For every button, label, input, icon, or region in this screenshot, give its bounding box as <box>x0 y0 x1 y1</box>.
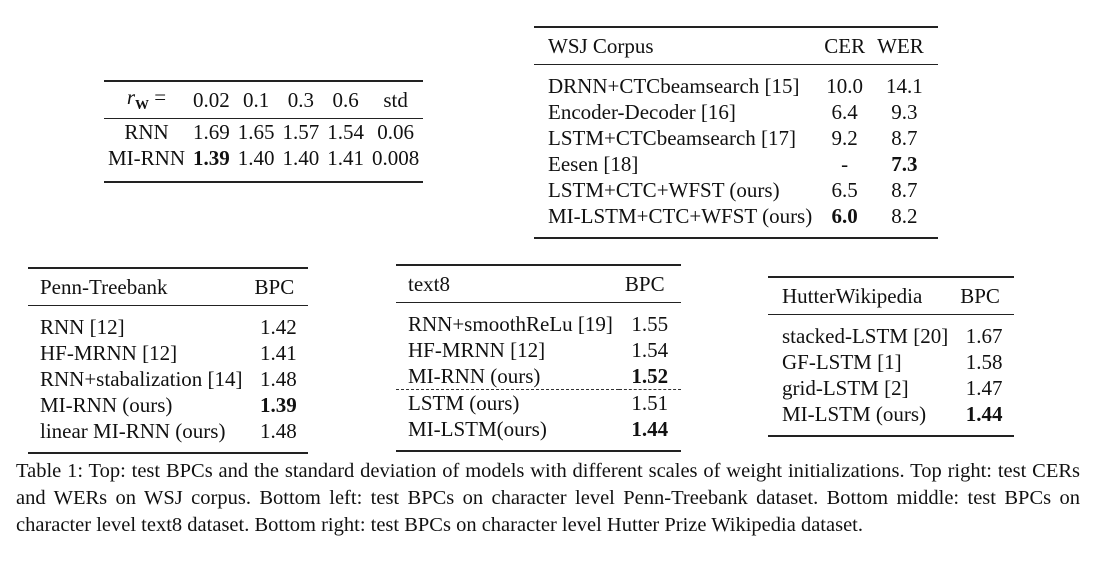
table-row <box>28 340 308 366</box>
table-cell: 1.52 <box>631 363 669 388</box>
table-cell: 1.58 <box>965 349 1003 374</box>
table-row <box>104 119 423 146</box>
table-cell: 1.44 <box>965 401 1003 426</box>
row-label: DRNN+CTCbeamsearch [15] <box>548 73 800 98</box>
table-cell: 0.06 <box>377 119 414 144</box>
text8-table <box>396 264 681 452</box>
wsj-header-wer: WER <box>877 33 924 58</box>
rw-col-header: 0.02 <box>193 87 230 112</box>
table-cell: 1.54 <box>327 119 364 144</box>
table-row <box>396 303 681 338</box>
table-row <box>28 366 308 392</box>
table-cell: 1.67 <box>965 323 1003 348</box>
rw-col-header: std <box>383 87 408 112</box>
table-cell: 9.3 <box>891 99 918 124</box>
table-caption: Table 1: Top: test BPCs and the standard deviation of models with different scales of weight initializations. Top right: test CERs and WERs on WSJ corpus. Bottom left: test BPCs on character level Penn-Treebank dataset. Bottom middle: test BPCs on character level text8 dataset. Bottom right: test BPCs on character level Hutter Prize Wikipedia dataset. <box>16 460 1080 536</box>
table-row <box>534 65 938 100</box>
wsj-header-corpus: WSJ Corpus <box>548 33 654 58</box>
row-label: grid-LSTM [2] <box>782 375 909 400</box>
table-cell: 10.0 <box>826 73 864 98</box>
row-label: linear MI-RNN (ours) <box>40 418 226 443</box>
row-label: MI-RNN <box>108 145 185 170</box>
row-label: MI-RNN (ours) <box>40 392 173 417</box>
row-label: RNN+smoothReLu [19] <box>408 311 613 336</box>
table-row <box>534 151 938 177</box>
row-label: RNN+stabalization [14] <box>40 366 243 391</box>
rw-col-header: 0.6 <box>332 87 359 112</box>
table-cell: 6.5 <box>831 177 858 202</box>
table-row <box>28 418 308 453</box>
rw-header-label: $r_W$ = <box>126 84 167 114</box>
table-cell: 1.44 <box>631 416 669 441</box>
row-label: LSTM (ours) <box>396 390 619 417</box>
ptb-header-dataset: Penn-Treebank <box>40 274 168 299</box>
wsj-header-cer: CER <box>824 33 866 58</box>
table-row <box>534 99 938 125</box>
table-cell: 1.40 <box>282 145 320 170</box>
weight-init-table <box>104 80 423 183</box>
table-cell: 1.69 <box>193 119 230 144</box>
table-cell: 6.0 <box>831 203 858 228</box>
table-cell: 1.65 <box>237 119 275 144</box>
table-row <box>768 315 1014 350</box>
row-label: RNN [12] <box>40 314 125 339</box>
table-row <box>534 125 938 151</box>
row-label: LSTM+CTC+WFST (ours) <box>548 177 780 202</box>
table-cell: 6.4 <box>831 99 858 124</box>
table-cell: 1.41 <box>260 340 297 365</box>
table-cell: 8.7 <box>891 177 918 202</box>
table-row <box>396 363 681 390</box>
row-label: MI-RNN (ours) <box>408 363 541 388</box>
row-label: Encoder-Decoder [16] <box>548 99 736 124</box>
row-label: stacked-LSTM [20] <box>782 323 949 348</box>
table-cell: 1.54 <box>631 337 669 362</box>
hutter-wikipedia-table <box>768 276 1014 437</box>
table-cell: 1.51 <box>619 390 681 417</box>
table-cell: 1.39 <box>260 392 297 417</box>
row-label: MI-LSTM+CTC+WFST (ours) <box>548 203 813 228</box>
table-cell: 1.42 <box>260 314 297 339</box>
table-row <box>534 203 938 238</box>
table-cell: 1.48 <box>260 418 297 443</box>
hutter-header-bpc: BPC <box>960 283 1000 308</box>
table-row <box>28 392 308 418</box>
table-cell: 1.39 <box>193 145 230 170</box>
row-label: Eesen [18] <box>548 151 639 176</box>
row-label: LSTM+CTCbeamsearch [17] <box>548 125 797 150</box>
table-row <box>534 177 938 203</box>
table-row <box>768 349 1014 375</box>
table-cell: 1.47 <box>965 375 1003 400</box>
table-cell: 1.57 <box>282 119 320 144</box>
row-label: HF-MRNN [12] <box>408 337 546 362</box>
hutter-header-dataset: HutterWikipedia <box>782 283 923 308</box>
row-label: HF-MRNN [12] <box>40 340 178 365</box>
wsj-table <box>534 26 938 239</box>
ptb-header-bpc: BPC <box>254 274 295 299</box>
table-row <box>104 145 423 182</box>
table-cell: 7.3 <box>891 151 918 176</box>
table-cell: 1.55 <box>631 311 669 336</box>
rw-col-header: 0.3 <box>287 87 314 112</box>
table-row <box>396 337 681 363</box>
row-label: GF-LSTM [1] <box>782 349 902 374</box>
table-row <box>28 306 308 341</box>
table-row <box>396 416 681 451</box>
table-cell: - <box>841 151 849 176</box>
table-cell: 1.48 <box>260 366 297 391</box>
table-cell: 8.7 <box>891 125 918 150</box>
text8-header-dataset: text8 <box>408 271 450 296</box>
row-label: MI-LSTM (ours) <box>782 401 927 426</box>
table-row <box>768 375 1014 401</box>
row-label: RNN <box>124 119 169 144</box>
table-row <box>768 401 1014 436</box>
table-cell: 0.008 <box>372 145 420 170</box>
table-cell: 14.1 <box>886 73 923 98</box>
penn-treebank-table <box>28 267 308 454</box>
table-cell: 9.2 <box>831 125 858 150</box>
text8-header-bpc: BPC <box>624 271 665 296</box>
table-cell: 1.40 <box>237 145 275 170</box>
row-label: MI-LSTM(ours) <box>408 416 547 441</box>
rw-col-header: 0.1 <box>243 87 270 112</box>
table-row <box>396 390 681 417</box>
table-cell: 8.2 <box>891 203 918 228</box>
table-cell: 1.41 <box>327 145 364 170</box>
